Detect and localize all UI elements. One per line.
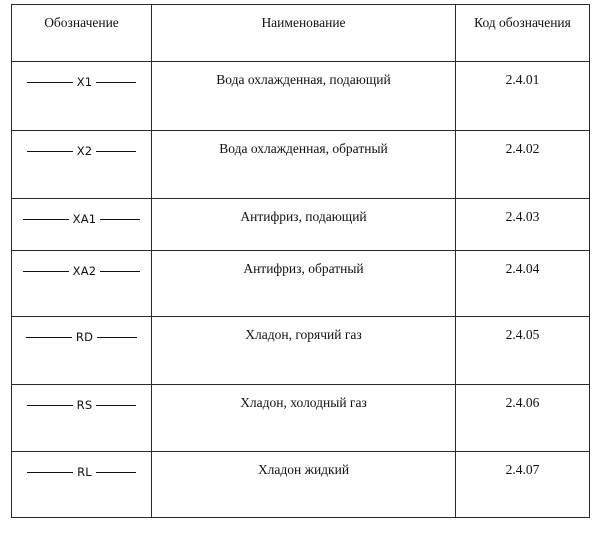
code-cell: 2.4.02	[456, 131, 590, 199]
symbol-cell	[12, 62, 152, 131]
symbol-cell	[12, 385, 152, 452]
table-row	[12, 62, 590, 131]
pipe-line-left	[26, 337, 72, 338]
pipe-line-right	[96, 82, 136, 83]
pipe-code: RD	[75, 330, 94, 344]
symbol-cell	[12, 251, 152, 317]
code-cell: 2.4.03	[456, 199, 590, 251]
pipe-line-left	[27, 405, 73, 406]
pipeline-symbol	[12, 143, 151, 159]
pipeline-legend-table	[11, 4, 590, 518]
pipe-line-right	[97, 337, 137, 338]
name-cell: Антифриз, обратный	[152, 251, 456, 317]
pipe-code: X1	[76, 75, 93, 89]
code-cell: 2.4.07	[456, 452, 590, 518]
header-symbol: Обозначение	[12, 5, 152, 62]
pipe-line-left	[27, 82, 73, 83]
code-cell: 2.4.06	[456, 385, 590, 452]
name-cell: Вода охлажденная, подающий	[152, 62, 456, 131]
pipeline-symbol	[12, 329, 151, 345]
header-code: Код обозначения	[456, 5, 590, 62]
pipe-line-left	[23, 271, 69, 272]
pipe-line-right	[100, 271, 140, 272]
header-row	[12, 5, 590, 62]
pipe-line-right	[100, 219, 140, 220]
symbol-cell	[12, 452, 152, 518]
pipeline-symbol	[12, 464, 151, 480]
pipe-code: RL	[77, 465, 92, 479]
name-cell: Хладон, холодный газ	[152, 385, 456, 452]
pipe-line-left	[23, 219, 69, 220]
pipeline-symbol	[12, 211, 151, 227]
pipe-line-right	[96, 472, 136, 473]
name-cell: Вода охлажденная, обратный	[152, 131, 456, 199]
table-row	[12, 199, 590, 251]
pipe-code: XA1	[72, 212, 97, 226]
pipeline-symbol	[12, 263, 151, 279]
code-cell: 2.4.01	[456, 62, 590, 131]
table-row	[12, 251, 590, 317]
table-row	[12, 131, 590, 199]
pipe-code: RS	[76, 398, 93, 412]
name-cell: Хладон, горячий газ	[152, 317, 456, 385]
pipe-line-left	[27, 472, 73, 473]
pipe-line-right	[96, 405, 136, 406]
pipeline-symbol	[12, 397, 151, 413]
symbol-cell	[12, 131, 152, 199]
name-cell: Антифриз, подающий	[152, 199, 456, 251]
pipe-code: X2	[76, 144, 93, 158]
symbol-cell	[12, 199, 152, 251]
pipe-line-right	[96, 151, 136, 152]
pipe-code: XA2	[72, 264, 97, 278]
pipe-line-left	[27, 151, 73, 152]
header-name: Наименование	[152, 5, 456, 62]
table-row	[12, 317, 590, 385]
table-row	[12, 385, 590, 452]
name-cell: Хладон жидкий	[152, 452, 456, 518]
code-cell: 2.4.05	[456, 317, 590, 385]
code-cell: 2.4.04	[456, 251, 590, 317]
table-row	[12, 452, 590, 518]
symbol-cell	[12, 317, 152, 385]
pipeline-symbol	[12, 74, 151, 90]
